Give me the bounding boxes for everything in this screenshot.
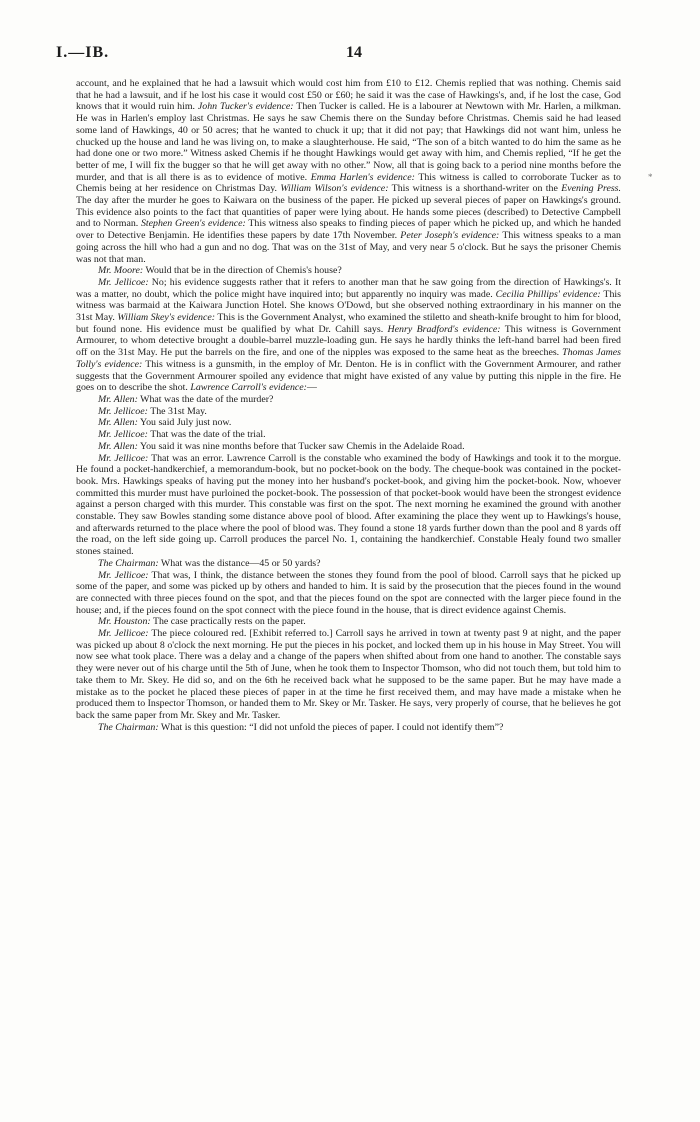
italic-run: Mr. Moore:	[98, 265, 144, 277]
paragraph	[76, 616, 621, 628]
text-run: The 31st May.	[147, 405, 207, 417]
text-run: No; his evidence suggests rather that it refers to another man that he saw going from the direction of Hawkings's. It was a matter, no doubt, which the police might have inquired into; but apparently no inquiry was made.	[76, 276, 621, 300]
paragraph	[76, 265, 621, 277]
italic-run: Mr. Houston:	[98, 616, 151, 628]
text-run: What was the distance—45 or 50 yards?	[158, 557, 321, 569]
italic-run: Mr. Jellicoe:	[98, 569, 149, 581]
italic-run: Cecilia Phillips' evidence:	[495, 288, 601, 300]
italic-run: Mr. Allen:	[98, 393, 138, 405]
text-run: You said July just now.	[137, 417, 232, 429]
page-header	[56, 44, 652, 66]
text-run: That was, I think, the distance between the stones they found from the pool of blood. Carroll says that he picked up some of the paper, and some was picked up by others and handed to him. It is said by the prosecution that the pieces found in the wound are connected with three pieces found on the spot, and that the pieces found on the spot are connected with the larger piece found in the house; and, if the pieces found on the spot connect with the piece found in the house, that is direct evidence against Chemis.	[76, 569, 621, 616]
text-run: The day after the murder he goes to Kaiwara on the business of the paper. He picked up several pieces of paper on Hawkings's ground. This evidence also points to the fact that quantities of paper were lying about. He hands some pieces (described) to Detective Campbell and to Norman.	[76, 195, 621, 230]
text-run: Would that be in the direction of Chemis's house?	[143, 265, 342, 277]
paragraph	[76, 394, 621, 406]
text-run: What is this question: “I did not unfold the pieces of paper. I could not identify them”?	[158, 721, 504, 733]
text-run: That was the date of the trial.	[147, 429, 266, 441]
italic-run: Emma Harlen's evidence:	[310, 171, 415, 183]
italic-run: Mr. Jellicoe:	[98, 405, 148, 417]
italic-run: Stephen Green's evidence:	[140, 218, 246, 230]
paragraph	[76, 441, 621, 453]
page-number: 14	[346, 44, 362, 61]
text-run: This witness also speaks to finding pieces of paper which he picked up, and which he handed over to Detective Benjamin. He identifies these papers by date 17th November.	[76, 218, 621, 242]
italic-run: William Skey's evidence:	[117, 312, 216, 324]
italic-run: Thomas James Tolly's evidence:	[76, 347, 621, 370]
italic-run: William Wilson's evidence:	[280, 183, 389, 195]
italic-run: The Chairman:	[98, 721, 159, 733]
paragraph	[76, 277, 621, 394]
italic-run: Evening Press.	[561, 183, 621, 195]
text-run: —	[306, 382, 317, 394]
paragraph	[76, 406, 621, 418]
italic-run: Mr. Jellicoe:	[98, 429, 148, 441]
text-run: This is the Government Analyst, who examined the stiletto and sheath-knife brought to him for blood, but found none. His evidence must be qualified by what Dr. Cahill says.	[76, 312, 621, 335]
italic-run: The Chairman:	[98, 557, 159, 569]
paragraph-continued	[76, 78, 621, 265]
text-run: This witness is a shorthand-writer on the	[388, 183, 562, 195]
text-run: The case practically rests on the paper.	[150, 616, 306, 628]
text-run: This witness is a gunsmith, in the employ of Mr. Denton. He is in conflict with the Government Armourer, and rather suggests that the Government Armourer spoiled any evidence that might have existed of any value by putting this nipple in the fire. He goes on to describe the shot.	[76, 358, 622, 394]
text-run: That was an error. Lawrence Carroll is the constable who examined the body of Hawkings and took it to the morgue. He found a pocket-handkerchief, a memorandum-book, but no pocket-book on the body. The cheque-book was contained in the pocket-book. Mrs. Hawkings speaks of having put the money into her husband's pocket-book, and giving him the pocket-book. Now, whoever committed this murder must have purloined the pocket-book. The possession of that pocket-book would have been the strongest evidence against a person charged with this murder. This constable was first on the spot. The next morning he examined the ground with another constable. They saw Bowles standing some distance above pool of blood. After examining the place they went up to Hawkings's house, and afterwards returned to the place where the pool of blood was. They found a stone 18 yards further down than the pool and 8 yards off the road, on the left side going up. Carroll produces the parcel No. 1, containing the handkerchief. Constable Healy found two smaller stones stained.	[76, 452, 621, 558]
body-text	[76, 78, 621, 733]
text-run: This witness was barmaid at the Kaiwara Junction Hotel. She knows O'Dowd, but she observed nothing extraordinary in his manner on the 31st May.	[76, 288, 621, 324]
paragraph	[76, 722, 621, 734]
italic-run: Mr. Allen:	[98, 440, 138, 452]
paragraph	[76, 570, 621, 617]
paragraph	[76, 558, 621, 570]
italic-run: John Tucker's evidence:	[197, 101, 294, 113]
italic-run: Mr. Allen:	[98, 417, 138, 429]
margin-mark: *	[648, 172, 653, 182]
italic-run: Mr. Jellicoe:	[98, 452, 149, 464]
italic-run: Lawrence Carroll's evidence:	[190, 382, 307, 394]
paragraph	[76, 628, 621, 722]
italic-run: Peter Joseph's evidence:	[400, 230, 500, 242]
text-run: You said it was nine months before that Tucker saw Chemis in the Adelaide Road.	[137, 440, 465, 452]
italic-run: Mr. Jellicoe:	[98, 276, 149, 288]
text-run: This witness is called to corroborate Tucker as to Chemis being at her residence on Christmas Day.	[76, 171, 621, 195]
paragraph	[76, 429, 621, 441]
series-identifier: I.—IB.	[56, 44, 110, 61]
paragraph	[76, 417, 621, 429]
paragraph	[76, 453, 621, 558]
text-run: What was the date of the murder?	[137, 393, 274, 405]
text-run: This witness is Government Armourer, to whom detective brought a double-barrel muzzle-loading gun. He says he hardly thinks the left-hand barrel had been fired off on the 31st May. He put the barrels on the fire, and one of the nipples was exposed to the same heat as the breeches.	[76, 323, 621, 359]
text-run: The piece coloured red. [Exhibit referred to.] Carroll says he arrived in town at twenty past 9 at night, and the paper was picked up about 8 o'clock the next morning. He put the pieces in his pocket, and locked them up in his house in May Street. You will now see what took place. There was a delay and a change of the papers when shifted about from one hand to another. The constable says they were never out of his charge until the 5th of June, when he took them to Inspector Thomson, who did not touch them, but told him to take them to Mr. Skey. He did so, and on the 6th he received back what he supposed to be the same paper. But he may have made a mistake as to the pocket he placed these pieces of paper in at the time he first received them, and may have made a mistake when he produced them to Inspector Thomson, or handed them to Mr. Skey or Mr. Tasker. He says, very properly of course, that he believes he got back the same paper from Mr. Skey and Mr. Tasker.	[76, 628, 621, 721]
text-run: account, and he explained that he had a lawsuit which would cost him from £10 to £12. Chemis replied that was nothing. Chemis said that he had a lawsuit, and if he lost his case it would cost £50 or £60; he said it was the case of Hawkings's, and, if he lost the case, God knows that it would ruin him.	[76, 78, 621, 113]
italic-run: Henry Bradford's evidence:	[387, 323, 501, 335]
italic-run: Mr. Jellicoe:	[98, 628, 149, 640]
text-run: This witness speaks to a man going across the hill who had a gun and no dog. That was on the 31st of May, and very near 5 o'clock. But he says the prisoner Chemis was not that man.	[76, 230, 621, 265]
text-run: Then Tucker is called. He is a labourer at Newtown with Mr. Harlen, a milkman. He was in Harlen's employ last Christmas. He says he saw Chemis there on the Sunday before Christmas. Chemis said he had leased some land of Hawkings, 40 or 50 acres; that he wanted to chuck it up; that it did not pay; that Hawkings did not want him, unless he chucked up the house and land he was living on, to make a slaughterhouse. He said, “The son of a bitch wanted to do him the same as he had done one or two more.” Witness asked Chemis if he thought Hawkings would get away with him, and Chemis replied, “If he get the better of me, I will fix the bugger so that he will get away with no other.” Now, all that is going back to a period nine months before the murder, and that is all there is as to evidence of motive.	[76, 101, 621, 183]
